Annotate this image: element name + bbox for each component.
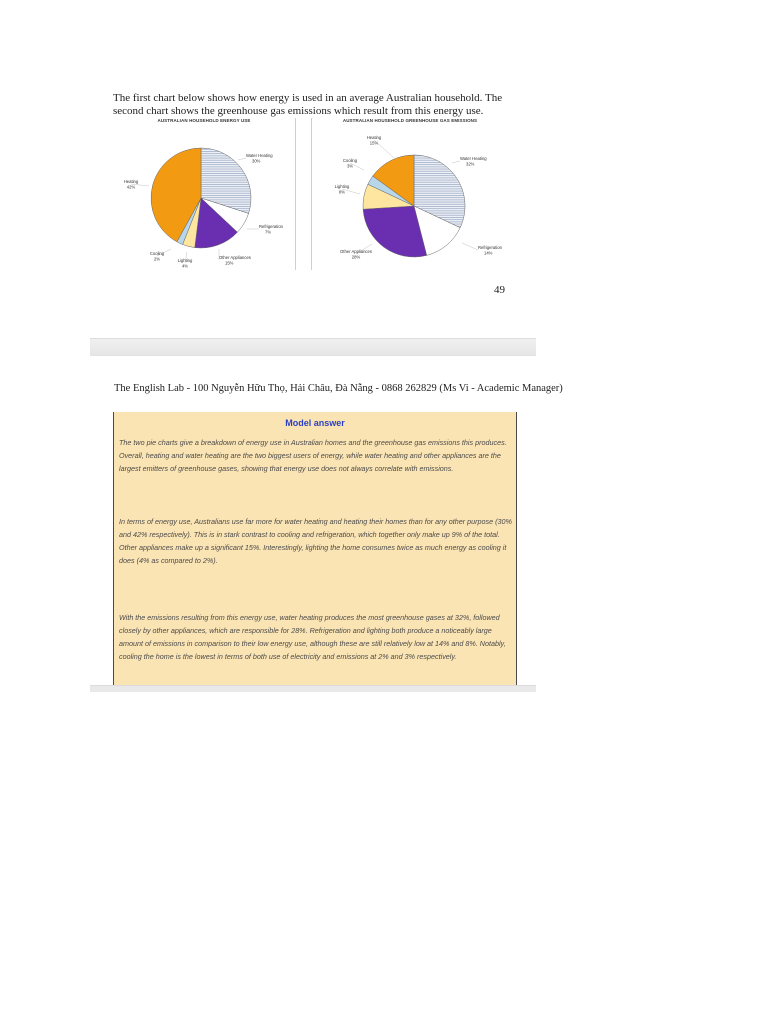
leader-line-water-heating [452, 161, 460, 163]
model-answer-title: Model answer [285, 418, 345, 428]
slice-value-other-appliances: 15% [225, 260, 234, 266]
slice-label-refrigeration: Refrigeration [478, 245, 502, 250]
page-header: The English Lab - 100 Nguyễn Hữu Thọ, Hải Châu, Đà Nẵng - 0868 262829 (Ms Vi - Academic Manager) [114, 383, 563, 394]
slice-value-other-appliances: 28% [351, 254, 361, 260]
chart-title: AUSTRALIAN HOUSEHOLD GREENHOUSE GAS EMISSIONS [342, 118, 478, 123]
model-paragraph-3: With the emissions resulting from this energy use, water heating produces the most greenhouse gases at 32%, followed closely by other appliances, which are responsible for 28%. Refrigeration and lighting both produce a noticeably large amount of emissions in comparison to their low energy use, although these are still relatively low at 14% and 8%. Notably, cooling the home is the lowest in terms of both use of electricity and emissions at 2% and 3% respectively. [119, 613, 506, 661]
leader-line-water-heating [238, 158, 246, 160]
page-separator-bottom [90, 685, 536, 692]
energy-use-pie [113, 118, 295, 270]
emissions-pie [312, 118, 508, 270]
slice-value-refrigeration: 14% [484, 250, 493, 256]
model-paragraph-2: In terms of energy use, Australians use far more for water heating and heating their homes than for any other purpose (30% and 42% respectively). This is in stark contrast to cooling and refrigeration, which together only make up 9% of the total. Other appliances make up a significant 15%. Interestingly, lighting the home consumes twice as much energy as cooling it does (4% as compared to 2%). [119, 517, 512, 565]
slice-value-water-heating: 32% [466, 161, 475, 167]
slice-value-heating: 15% [369, 140, 379, 146]
page-number: 49 [494, 284, 505, 296]
slice-value-refrigeration: 7% [265, 229, 272, 235]
chart-title: AUSTRALIAN HOUSEHOLD ENERGY USE [157, 118, 251, 123]
slice-label-water-heating: Water Heating [460, 156, 487, 161]
slice-label-lighting: Lighting [334, 184, 350, 189]
slice-value-cooling: 3% [346, 163, 354, 169]
slice-label-other-appliances: Other Appliances [219, 255, 251, 260]
slice-value-lighting: 8% [338, 189, 346, 195]
energy-use-chart [113, 118, 296, 270]
slice-label-lighting: Lighting [177, 258, 193, 263]
intro-text: The first chart below shows how energy is used in an average Australian household. The second chart shows the greenhouse gas emissions which result from this energy use. [113, 92, 503, 117]
slice-label-refrigeration: Refrigeration [259, 224, 283, 229]
emissions-chart [311, 118, 508, 270]
slice-label-heating: Heating [366, 135, 382, 140]
slice-label-heating: Heating [123, 179, 139, 184]
slice-label-cooling: Cooling [149, 251, 165, 256]
model-answer-box [113, 412, 517, 685]
leader-line-refrigeration [462, 243, 478, 250]
slice-value-water-heating: 30% [252, 158, 261, 164]
slice-label-water-heating: Water Heating [246, 153, 273, 158]
page-separator [90, 338, 536, 356]
model-paragraph-1: The two pie charts give a breakdown of energy use in Australian homes and the greenhouse gas emissions this produces. Overall, heating and water heating are the two biggest users of energy, while water heating and other appliances are the largest emitters of greenhouse gases, showing that energy use does not always correlate with emissions. [119, 438, 507, 473]
slice-value-cooling: 2% [153, 256, 161, 262]
slice-label-other-appliances: Other Appliances [340, 249, 372, 254]
slice-value-lighting: 4% [181, 263, 189, 269]
slice-value-heating: 42% [126, 184, 136, 190]
slice-label-cooling: Cooling [342, 158, 358, 163]
